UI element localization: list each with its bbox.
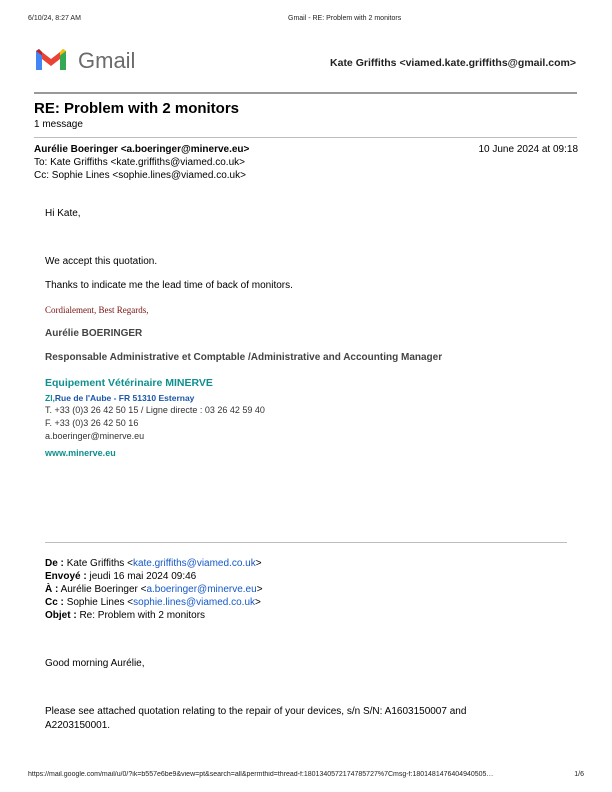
message-cc: Cc: Sophie Lines <sophie.lines@viamed.co.uk> (34, 170, 246, 181)
quote-divider (45, 542, 567, 543)
quoted-cc-email-link[interactable]: sophie.lines@viamed.co.uk (133, 597, 256, 608)
signature-fax: F. +33 (0)3 26 42 50 16 (45, 418, 139, 428)
signature-address (45, 393, 194, 403)
quoted-cc-label: Cc : (45, 597, 64, 608)
greeting: Hi Kate, (45, 208, 81, 219)
gmail-wordmark: Gmail (78, 48, 136, 73)
quoted-subject-label: Objet : (45, 610, 77, 621)
quoted-para-line-2: A2203150001. (45, 720, 111, 731)
signature-phone: T. +33 (0)3 26 42 50 15 / Ligne directe : 03 26 42 59 40 (45, 405, 265, 415)
print-page-number: 1/6 (574, 771, 584, 778)
signature-name: Aurélie BOERINGER (45, 328, 143, 339)
signature-email[interactable]: a.boeringer@minerve.eu (45, 431, 145, 441)
quoted-cc-end: > (255, 597, 261, 608)
quoted-from (45, 558, 262, 569)
quoted-to-end: > (256, 584, 263, 595)
quoted-cc (45, 597, 261, 608)
account-email: Kate Griffiths <viamed.kate.griffiths@gmail.com> (330, 57, 576, 69)
quoted-sent-label: Envoyé : (45, 571, 87, 582)
header-divider (34, 92, 577, 94)
quoted-from-name: Kate Griffiths < (66, 558, 133, 569)
quoted-to (45, 584, 263, 595)
quoted-from-label: De : (45, 558, 64, 569)
message-to: To: Kate Griffiths <kate.griffiths@viamed.co.uk> (34, 157, 245, 168)
message-count: 1 message (34, 119, 83, 130)
print-title: Gmail - RE: Problem with 2 monitors (288, 15, 402, 22)
print-url: https://mail.google.com/mail/u/0/?ik=b557e6be9&view=pt&search=all&permthid=thread-f:1801340572174785727%7Cmsg-f:1801481476404940505… (28, 771, 494, 778)
signature-role: Responsable Administrative et Comptable /Administrative and Accounting Manager (45, 352, 443, 363)
signature-company: Equipement Vétérinaire MINERVE (45, 377, 213, 389)
print-datetime: 6/10/24, 8:27 AM (28, 15, 81, 22)
quoted-subject (45, 610, 205, 621)
message-date: 10 June 2024 at 09:18 (478, 144, 578, 155)
message-from: Aurélie Boeringer <a.boeringer@minerve.eu> (34, 144, 250, 155)
quoted-to-email-link[interactable]: a.boeringer@minerve.eu (146, 584, 257, 595)
quoted-para-line-1: Please see attached quotation relating to the repair of your devices, s/n S/N: A1603150007 and (45, 706, 467, 717)
thread-subject: RE: Problem with 2 monitors (34, 100, 240, 117)
quoted-sent (45, 571, 196, 582)
signature-address-street[interactable]: Rue de l'Aube - FR 51310 Esternay (54, 393, 195, 403)
quoted-from-end: > (255, 558, 262, 569)
body-line-2: Thanks to indicate me the lead time of back of monitors. (45, 280, 293, 291)
body-line-1: We accept this quotation. (45, 256, 158, 267)
quoted-sent-value: jeudi 16 mai 2024 09:46 (89, 571, 197, 582)
quoted-from-email-link[interactable]: kate.griffiths@viamed.co.uk (132, 558, 256, 569)
closing: Cordialement, Best Regards, (45, 305, 149, 315)
quoted-to-name: Aurélie Boeringer < (60, 584, 147, 595)
quoted-greeting: Good morning Aurélie, (45, 658, 145, 669)
gmail-logo-icon (34, 45, 68, 73)
quoted-to-label: À : (45, 584, 59, 595)
quoted-subject-value: Re: Problem with 2 monitors (79, 610, 206, 621)
quoted-cc-name: Sophie Lines < (66, 597, 134, 608)
signature-address-prefix: ZI, (45, 393, 55, 403)
subject-divider (34, 137, 577, 138)
signature-website-link[interactable]: www.minerve.eu (45, 448, 116, 458)
